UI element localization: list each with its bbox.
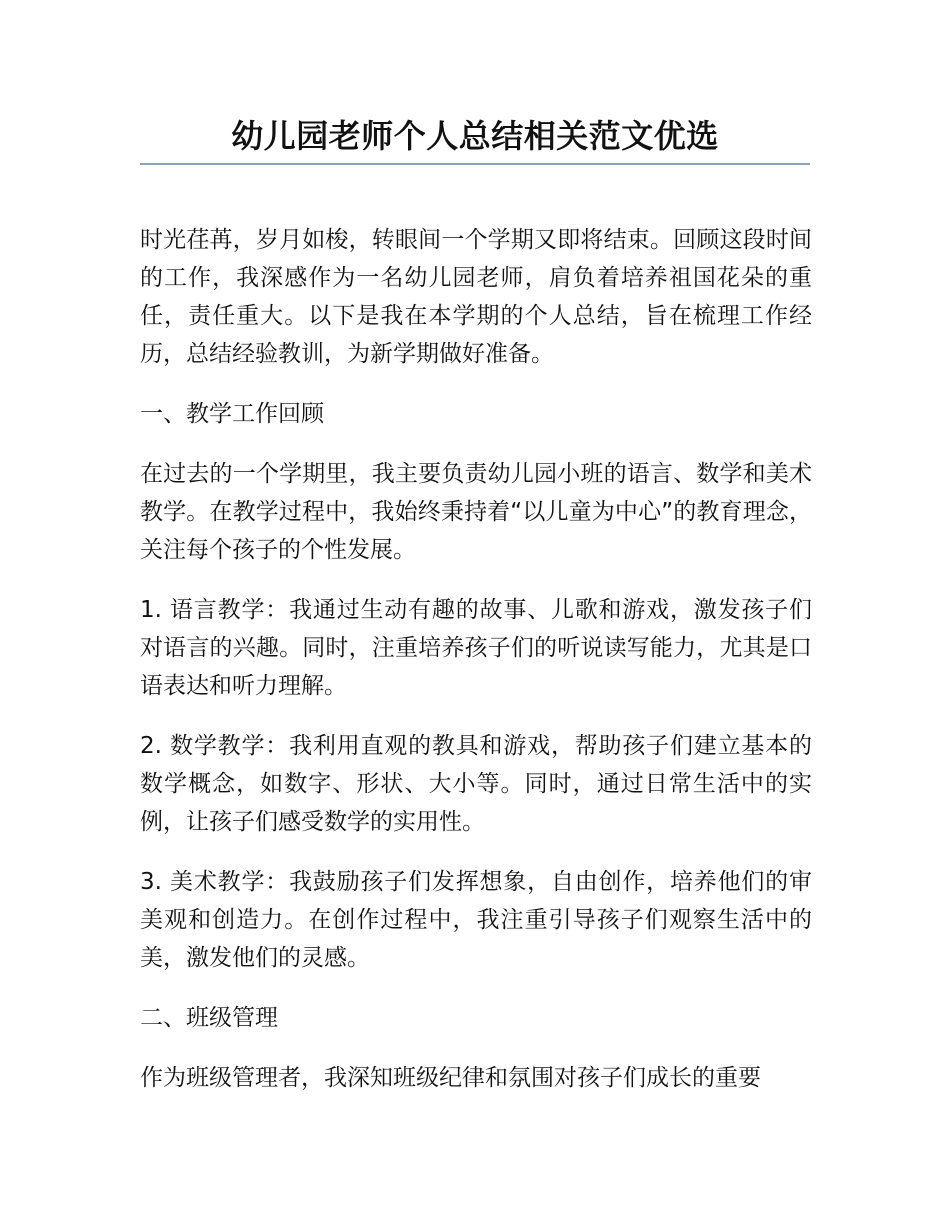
teaching-overview-paragraph: 在过去的一个学期里，我主要负责幼儿园小班的语言、数学和美术教学。在教学过程中，我始终秉持着“以儿童为中心”的教育理念，关注每个孩子的个性发展。	[140, 461, 812, 563]
document-title: 幼儿园老师个人总结相关范文优选	[231, 117, 719, 155]
document-body	[140, 221, 812, 1119]
class-management-paragraph: 作为班级管理者，我深知班级纪律和氛围对孩子们成长的重要	[140, 1065, 761, 1091]
language-teaching-paragraph: 1. 语言教学：我通过生动有趣的故事、儿歌和游戏，激发孩子们对语言的兴趣。同时，注重培养孩子们的听说读写能力，尤其是口语表达和听力理解。	[140, 597, 812, 699]
section-heading-teaching: 一、教学工作回顾	[140, 401, 324, 427]
title-underline	[140, 163, 810, 165]
section-heading-class-management: 二、班级管理	[140, 1005, 278, 1031]
intro-paragraph: 时光荏苒，岁月如梭，转眼间一个学期又即将结束。回顾这段时间的工作，我深感作为一名幼儿园老师，肩负着培养祖国花朵的重任，责任重大。以下是我在本学期的个人总结，旨在梳理工作经历，总结经验教训，为新学期做好准备。	[140, 227, 812, 367]
math-teaching-paragraph: 2. 数学教学：我利用直观的教具和游戏，帮助孩子们建立基本的数学概念，如数字、形状、大小等。同时，通过日常生活中的实例，让孩子们感受数学的实用性。	[140, 733, 812, 835]
art-teaching-paragraph: 3. 美术教学：我鼓励孩子们发挥想象，自由创作，培养他们的审美观和创造力。在创作过程中，我注重引导孩子们观察生活中的美，激发他们的灵感。	[140, 869, 812, 971]
